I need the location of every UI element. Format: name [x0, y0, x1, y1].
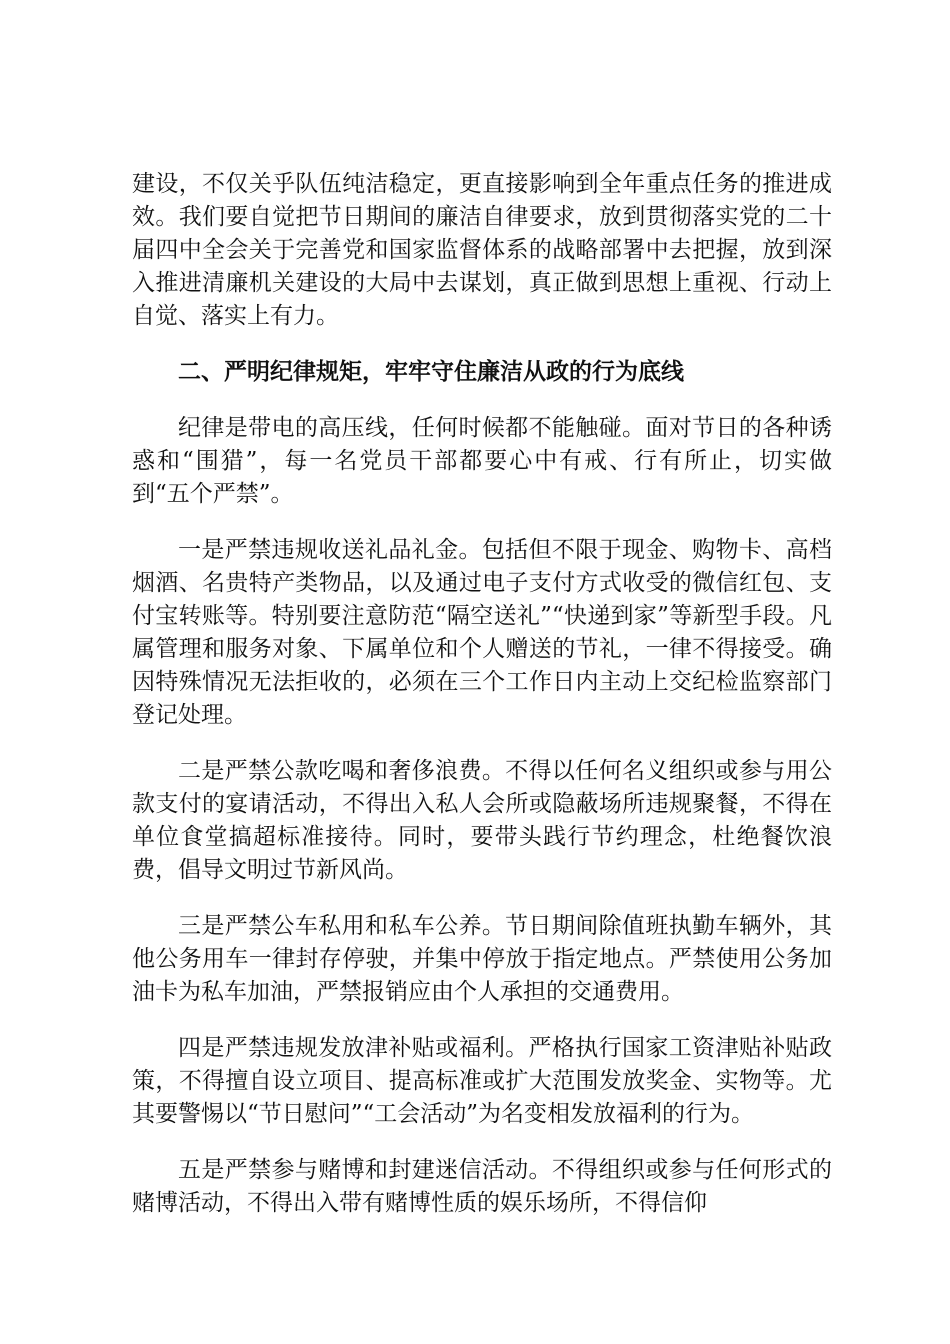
paragraph-rule-3: 三是严禁公车私用和私车公养。节日期间除值班执勤车辆外，其他公务用车一律封存停驶，并集中停放于指定地点。严禁使用公务加油卡为私车加油，严禁报销应由个人承担的交通费用。 [132, 913, 832, 1005]
section-heading: 二、严明纪律规矩，牢牢守住廉洁从政的行为底线 [178, 359, 684, 385]
paragraph-rule-1: 一是严禁违规收送礼品礼金。包括但不限于现金、购物卡、高档烟酒、名贵特产类物品，以及通过电子支付方式收受的微信红包、支付宝转账等。特别要注意防范“隔空送礼”“快递到家”等新型手段。凡属管理和服务对象、下属单位和个人赠送的节礼，一律不得接受。确因特殊情况无法拒收的，必须在三个工作日内主动上交纪检监察部门登记处理。 [132, 537, 832, 728]
paragraph-rule-5: 五是严禁参与赌博和封建迷信活动。不得组织或参与任何形式的赌博活动，不得出入带有赌博性质的娱乐场所，不得信仰 [132, 1157, 832, 1216]
document-body [132, 168, 832, 1243]
paragraph-rule-2: 二是严禁公款吃喝和奢侈浪费。不得以任何名义组织或参与用公款支付的宴请活动，不得出入私人会所或隐蔽场所违规聚餐，不得在单位食堂搞超标准接待。同时，要带头践行节约理念，杜绝餐饮浪费，倡导文明过节新风尚。 [132, 758, 832, 883]
paragraph-intro: 纪律是带电的高压线，任何时候都不能触碰。面对节日的各种诱惑和“围猎”，每一名党员干部都要心中有戒、行有所止，切实做到“五个严禁”。 [132, 415, 832, 507]
paragraph-continued: 建设，不仅关乎队伍纯洁稳定，更直接影响到全年重点任务的推进成效。我们要自觉把节日期间的廉洁自律要求，放到贯彻落实党的二十届四中全会关于完善党和国家监督体系的战略部署中去把握，放到深入推进清廉机关建设的大局中去谋划，真正做到思想上重视、行动上自觉、落实上有力。 [132, 171, 832, 329]
paragraph-rule-4: 四是严禁违规发放津补贴或福利。严格执行国家工资津贴补贴政策，不得擅自设立项目、提高标准或扩大范围发放奖金、实物等。尤其要警惕以“节日慰问”“工会活动”为名变相发放福利的行为。 [132, 1035, 832, 1127]
